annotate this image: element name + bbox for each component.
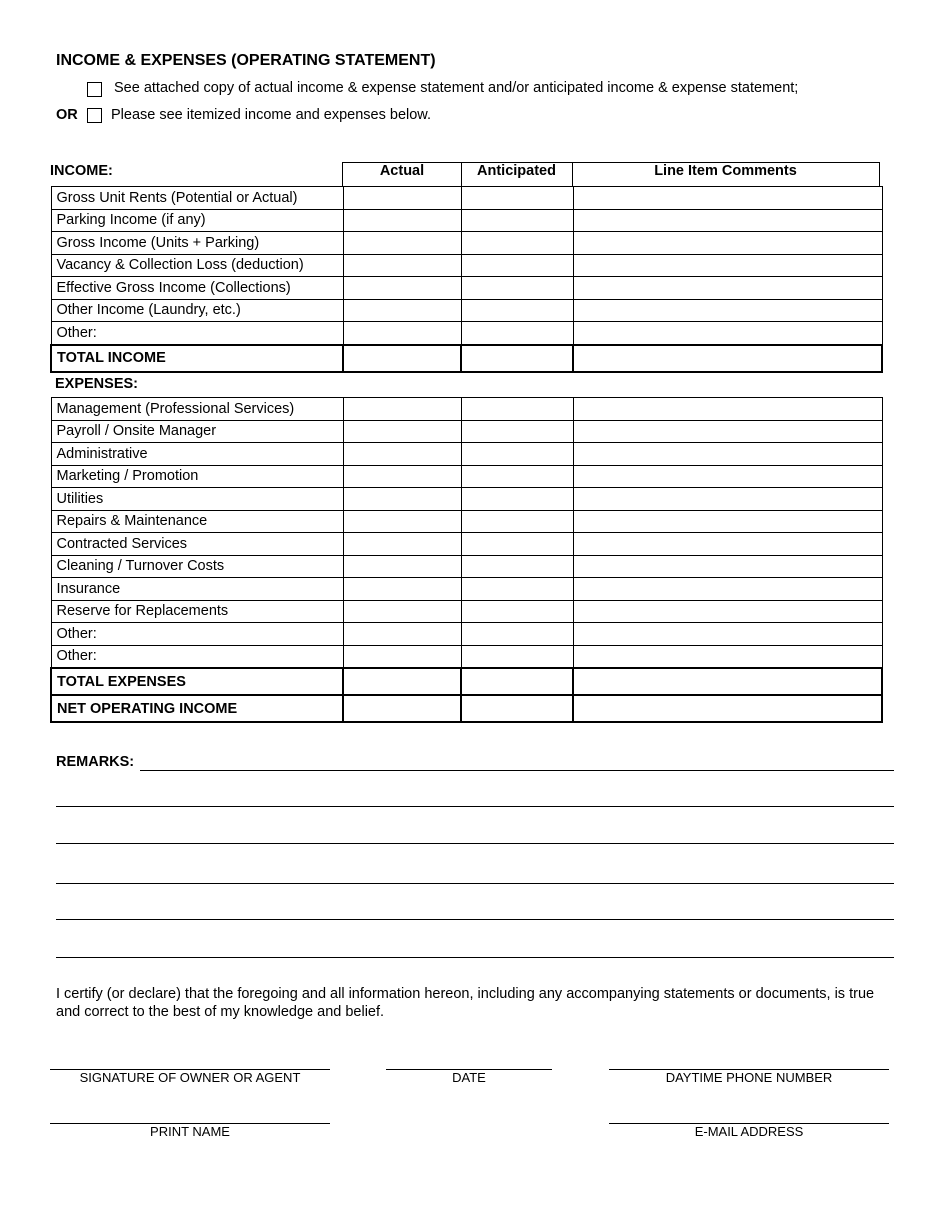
expense-row bbox=[51, 645, 882, 668]
actual-cell[interactable] bbox=[343, 322, 461, 345]
actual-cell[interactable] bbox=[343, 232, 461, 255]
row-label: Other: bbox=[51, 623, 343, 646]
anticipated-cell[interactable] bbox=[461, 668, 573, 695]
date-label: DATE bbox=[452, 1070, 486, 1085]
actual-cell[interactable] bbox=[343, 443, 461, 466]
anticipated-cell[interactable] bbox=[461, 600, 573, 623]
comments-cell[interactable] bbox=[573, 578, 882, 601]
anticipated-cell[interactable] bbox=[461, 345, 573, 372]
anticipated-cell[interactable] bbox=[461, 645, 573, 668]
income-row bbox=[51, 209, 882, 232]
print-name-label: PRINT NAME bbox=[150, 1124, 230, 1139]
signature-label: SIGNATURE OF OWNER OR AGENT bbox=[79, 1070, 301, 1085]
income-table bbox=[50, 186, 883, 373]
expense-row bbox=[51, 600, 882, 623]
anticipated-cell[interactable] bbox=[461, 510, 573, 533]
actual-cell[interactable] bbox=[343, 420, 461, 443]
comments-cell[interactable] bbox=[573, 420, 882, 443]
attached-statement-checkbox[interactable] bbox=[87, 82, 102, 97]
income-row bbox=[51, 187, 882, 210]
actual-cell[interactable] bbox=[343, 277, 461, 300]
actual-cell[interactable] bbox=[343, 254, 461, 277]
anticipated-cell[interactable] bbox=[461, 209, 573, 232]
comments-cell[interactable] bbox=[573, 533, 882, 556]
expense-row bbox=[51, 420, 882, 443]
anticipated-cell[interactable] bbox=[461, 299, 573, 322]
comments-cell[interactable] bbox=[573, 209, 882, 232]
itemized-checkbox[interactable] bbox=[87, 108, 102, 123]
actual-cell[interactable] bbox=[343, 465, 461, 488]
income-row bbox=[51, 254, 882, 277]
expense-row bbox=[51, 398, 882, 421]
total-income-row bbox=[51, 345, 882, 372]
remarks-line[interactable] bbox=[56, 957, 894, 958]
row-label: Insurance bbox=[51, 578, 343, 601]
column-header-box bbox=[342, 162, 880, 186]
certification-text: I certify (or declare) that the foregoing and all information hereon, including any accompanying statements or documents, is true and correct to the best of my knowledge and belief. bbox=[56, 986, 875, 1020]
anticipated-cell[interactable] bbox=[461, 533, 573, 556]
row-label: Reserve for Replacements bbox=[51, 600, 343, 623]
anticipated-cell[interactable] bbox=[461, 277, 573, 300]
row-label: Marketing / Promotion bbox=[51, 465, 343, 488]
actual-cell[interactable] bbox=[343, 533, 461, 556]
comments-cell[interactable] bbox=[573, 398, 882, 421]
anticipated-cell[interactable] bbox=[461, 254, 573, 277]
actual-cell[interactable] bbox=[343, 345, 461, 372]
row-label: TOTAL EXPENSES bbox=[51, 668, 343, 695]
comments-cell[interactable] bbox=[573, 187, 882, 210]
col-actual: Actual bbox=[379, 163, 425, 179]
row-label: Other Income (Laundry, etc.) bbox=[51, 299, 343, 322]
anticipated-cell[interactable] bbox=[461, 443, 573, 466]
col-anticipated: Anticipated bbox=[477, 163, 556, 179]
comments-cell[interactable] bbox=[573, 623, 882, 646]
expenses-header: EXPENSES: bbox=[55, 376, 138, 392]
anticipated-cell[interactable] bbox=[461, 187, 573, 210]
row-label: Management (Professional Services) bbox=[51, 398, 343, 421]
expense-row bbox=[51, 443, 882, 466]
actual-cell[interactable] bbox=[343, 510, 461, 533]
anticipated-cell[interactable] bbox=[461, 578, 573, 601]
remarks-line[interactable] bbox=[56, 919, 894, 920]
actual-cell[interactable] bbox=[343, 555, 461, 578]
anticipated-cell[interactable] bbox=[461, 695, 573, 722]
row-label: Effective Gross Income (Collections) bbox=[51, 277, 343, 300]
comments-cell[interactable] bbox=[573, 277, 882, 300]
comments-cell[interactable] bbox=[573, 299, 882, 322]
attached-statement-label: See attached copy of actual income & expense statement and/or anticipated income & expense statement; bbox=[114, 80, 799, 96]
row-label: NET OPERATING INCOME bbox=[51, 695, 343, 722]
comments-cell[interactable] bbox=[573, 600, 882, 623]
remarks-line[interactable] bbox=[56, 806, 894, 807]
comments-cell[interactable] bbox=[573, 254, 882, 277]
row-label: Other: bbox=[51, 645, 343, 668]
anticipated-cell[interactable] bbox=[461, 623, 573, 646]
row-label: Gross Income (Units + Parking) bbox=[51, 232, 343, 255]
expense-table bbox=[50, 397, 883, 723]
anticipated-cell[interactable] bbox=[461, 232, 573, 255]
actual-cell[interactable] bbox=[343, 209, 461, 232]
net-operating-income-row bbox=[51, 695, 882, 722]
expense-row bbox=[51, 465, 882, 488]
actual-cell[interactable] bbox=[343, 645, 461, 668]
row-label: Vacancy & Collection Loss (deduction) bbox=[51, 254, 343, 277]
comments-cell[interactable] bbox=[573, 465, 882, 488]
remarks-label: REMARKS: bbox=[56, 754, 135, 770]
income-row bbox=[51, 277, 882, 300]
actual-cell[interactable] bbox=[343, 600, 461, 623]
row-label: Administrative bbox=[51, 443, 343, 466]
row-label: Cleaning / Turnover Costs bbox=[51, 555, 343, 578]
row-label: Parking Income (if any) bbox=[51, 209, 343, 232]
expense-row bbox=[51, 555, 882, 578]
form-title: INCOME & EXPENSES (OPERATING STATEMENT) bbox=[56, 52, 436, 69]
email-label: E-MAIL ADDRESS bbox=[694, 1124, 804, 1139]
remarks-line[interactable] bbox=[56, 883, 894, 884]
remarks-line[interactable] bbox=[140, 770, 894, 771]
row-label: Other: bbox=[51, 322, 343, 345]
anticipated-cell[interactable] bbox=[461, 398, 573, 421]
comments-cell[interactable] bbox=[573, 645, 882, 668]
expense-row bbox=[51, 533, 882, 556]
actual-cell[interactable] bbox=[343, 299, 461, 322]
actual-cell[interactable] bbox=[343, 623, 461, 646]
income-row bbox=[51, 232, 882, 255]
anticipated-cell[interactable] bbox=[461, 322, 573, 345]
or-label: OR bbox=[56, 107, 78, 123]
col-comments: Line Item Comments bbox=[654, 163, 797, 179]
income-row bbox=[51, 299, 882, 322]
comments-cell[interactable] bbox=[573, 668, 882, 695]
row-label: TOTAL INCOME bbox=[51, 345, 343, 372]
comments-cell[interactable] bbox=[573, 555, 882, 578]
anticipated-cell[interactable] bbox=[461, 555, 573, 578]
actual-cell[interactable] bbox=[343, 187, 461, 210]
comments-cell[interactable] bbox=[573, 232, 882, 255]
actual-cell[interactable] bbox=[343, 488, 461, 511]
anticipated-cell[interactable] bbox=[461, 420, 573, 443]
expense-row bbox=[51, 578, 882, 601]
actual-cell[interactable] bbox=[343, 695, 461, 722]
expense-row bbox=[51, 488, 882, 511]
row-label: Contracted Services bbox=[51, 533, 343, 556]
income-header: INCOME: bbox=[50, 163, 113, 179]
comments-cell[interactable] bbox=[573, 488, 882, 511]
income-row bbox=[51, 322, 882, 345]
itemized-label: Please see itemized income and expenses below. bbox=[111, 107, 431, 123]
actual-cell[interactable] bbox=[343, 398, 461, 421]
actual-cell[interactable] bbox=[343, 578, 461, 601]
row-label: Utilities bbox=[51, 488, 343, 511]
row-label: Gross Unit Rents (Potential or Actual) bbox=[51, 187, 343, 210]
remarks-line[interactable] bbox=[56, 843, 894, 844]
anticipated-cell[interactable] bbox=[461, 465, 573, 488]
comments-cell[interactable] bbox=[573, 345, 882, 372]
comments-cell[interactable] bbox=[573, 322, 882, 345]
comments-cell[interactable] bbox=[573, 695, 882, 722]
anticipated-cell[interactable] bbox=[461, 488, 573, 511]
row-label: Repairs & Maintenance bbox=[51, 510, 343, 533]
row-label: Payroll / Onsite Manager bbox=[51, 420, 343, 443]
expense-row bbox=[51, 623, 882, 646]
total-expenses-row bbox=[51, 668, 882, 695]
actual-cell[interactable] bbox=[343, 668, 461, 695]
comments-cell[interactable] bbox=[573, 510, 882, 533]
comments-cell[interactable] bbox=[573, 443, 882, 466]
phone-label: DAYTIME PHONE NUMBER bbox=[665, 1070, 833, 1085]
expense-row bbox=[51, 510, 882, 533]
